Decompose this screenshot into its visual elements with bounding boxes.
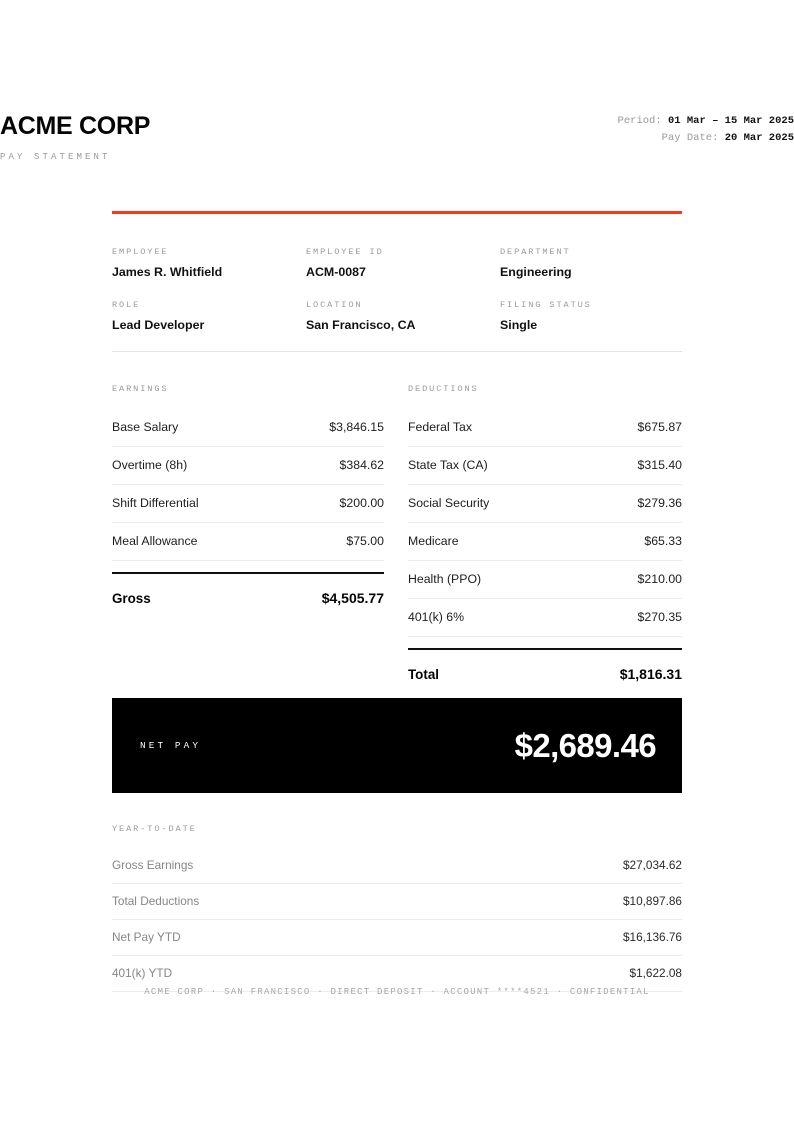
gross-label: Gross: [112, 591, 151, 606]
document-footer: ACME CORP · SAN FRANCISCO · DIRECT DEPOSIT · ACCOUNT ****4521 · CONFIDENTIAL: [144, 987, 650, 997]
employee-field-location: [306, 300, 500, 332]
line-item-label: Overtime (8h): [112, 458, 188, 472]
ytd-row: [112, 858, 682, 884]
line-item-value: $200.00: [339, 496, 384, 510]
field-value: Lead Developer: [112, 318, 205, 332]
line-item-value: $270.35: [637, 610, 682, 624]
net-pay-banner: [112, 698, 682, 793]
ledger-section: [112, 384, 682, 683]
year-to-date-section: [112, 824, 682, 1002]
earnings-column: [112, 384, 384, 683]
deductions-line-item: [408, 420, 682, 447]
ytd-heading: YEAR-TO-DATE: [112, 824, 197, 834]
earnings-heading: EARNINGS: [112, 384, 169, 394]
employee-details-section: [112, 247, 682, 332]
period-row: [618, 113, 794, 130]
line-item-label: Base Salary: [112, 420, 179, 434]
deductions-total-row: [408, 666, 682, 683]
field-label: EMPLOYEE: [112, 247, 169, 257]
paydate-row: [618, 130, 794, 147]
field-label: EMPLOYEE ID: [306, 247, 384, 257]
line-item-label: State Tax (CA): [408, 458, 488, 472]
employee-field-role: [112, 300, 306, 332]
accent-rule: [112, 211, 682, 214]
field-value: Single: [500, 318, 538, 332]
field-value: James R. Whitfield: [112, 265, 223, 279]
ytd-value: $10,897.86: [622, 894, 682, 908]
earnings-total-row: [112, 590, 384, 607]
earnings-total-rule: [112, 572, 384, 574]
ytd-value: $1,622.08: [629, 966, 682, 980]
field-value: Engineering: [500, 265, 572, 279]
employee-field-grid: [112, 247, 682, 332]
line-item-label: Health (PPO): [408, 572, 482, 586]
net-pay-label: NET PAY: [140, 740, 202, 751]
line-item-value: $3,846.15: [329, 420, 384, 434]
section-divider: [112, 351, 682, 352]
line-item-value: $65.33: [644, 534, 682, 548]
deductions-line-item: [408, 610, 682, 637]
net-pay-amount: $2,689.46: [514, 726, 656, 764]
line-item-label: Federal Tax: [408, 420, 473, 434]
deductions-line-item: [408, 458, 682, 485]
employee-field-name: [112, 247, 306, 279]
field-value: San Francisco, CA: [306, 318, 416, 332]
ytd-label: Total Deductions: [112, 894, 200, 908]
employee-field-id: [306, 247, 500, 279]
pay-period-meta: [618, 113, 794, 147]
deductions-total-label: Total: [408, 667, 439, 682]
ytd-label: 401(k) YTD: [112, 966, 173, 980]
ytd-row: [112, 894, 682, 920]
ytd-value: $16,136.76: [622, 930, 682, 944]
deductions-line-item: [408, 572, 682, 599]
field-label: LOCATION: [306, 300, 363, 310]
deductions-total-rule: [408, 648, 682, 650]
line-item-label: 401(k) 6%: [408, 610, 465, 624]
employee-field-department: [500, 247, 682, 279]
field-value: ACM-0087: [306, 265, 366, 279]
paydate-label: Pay Date:: [661, 132, 719, 144]
line-item-value: $279.36: [637, 496, 682, 510]
earnings-line-item: [112, 420, 384, 447]
field-label: ROLE: [112, 300, 141, 310]
employee-field-filing-status: [500, 300, 682, 332]
deductions-column: [408, 384, 682, 683]
line-item-value: $210.00: [637, 572, 682, 586]
period-value: 01 Mar – 15 Mar 2025: [667, 115, 794, 127]
ytd-value: $27,034.62: [622, 858, 682, 872]
line-item-label: Meal Allowance: [112, 534, 198, 548]
deductions-line-item: [408, 534, 682, 561]
ytd-row: [112, 930, 682, 956]
deductions-line-item: [408, 496, 682, 523]
document-subtitle: PAY STATEMENT: [0, 152, 111, 162]
gross-value: $4,505.77: [321, 590, 384, 606]
line-item-value: $675.87: [637, 420, 682, 434]
field-label: FILING STATUS: [500, 300, 592, 310]
line-item-value: $384.62: [339, 458, 384, 472]
field-label: DEPARTMENT: [500, 247, 571, 257]
deductions-total-value: $1,816.31: [619, 666, 682, 682]
document-header: [0, 113, 150, 162]
earnings-line-item: [112, 496, 384, 523]
paydate-value: 20 Mar 2025: [724, 132, 794, 144]
line-item-value: $315.40: [637, 458, 682, 472]
period-label: Period:: [617, 115, 662, 127]
line-item-label: Shift Differential: [112, 496, 199, 510]
line-item-label: Social Security: [408, 496, 490, 510]
deductions-heading: DEDUCTIONS: [408, 384, 479, 394]
ytd-label: Net Pay YTD: [112, 930, 181, 944]
line-item-value: $75.00: [346, 534, 384, 548]
ytd-label: Gross Earnings: [112, 858, 194, 872]
earnings-line-item: [112, 458, 384, 485]
line-item-label: Medicare: [408, 534, 459, 548]
earnings-line-item: [112, 534, 384, 561]
company-name: ACME CORP: [0, 112, 151, 140]
